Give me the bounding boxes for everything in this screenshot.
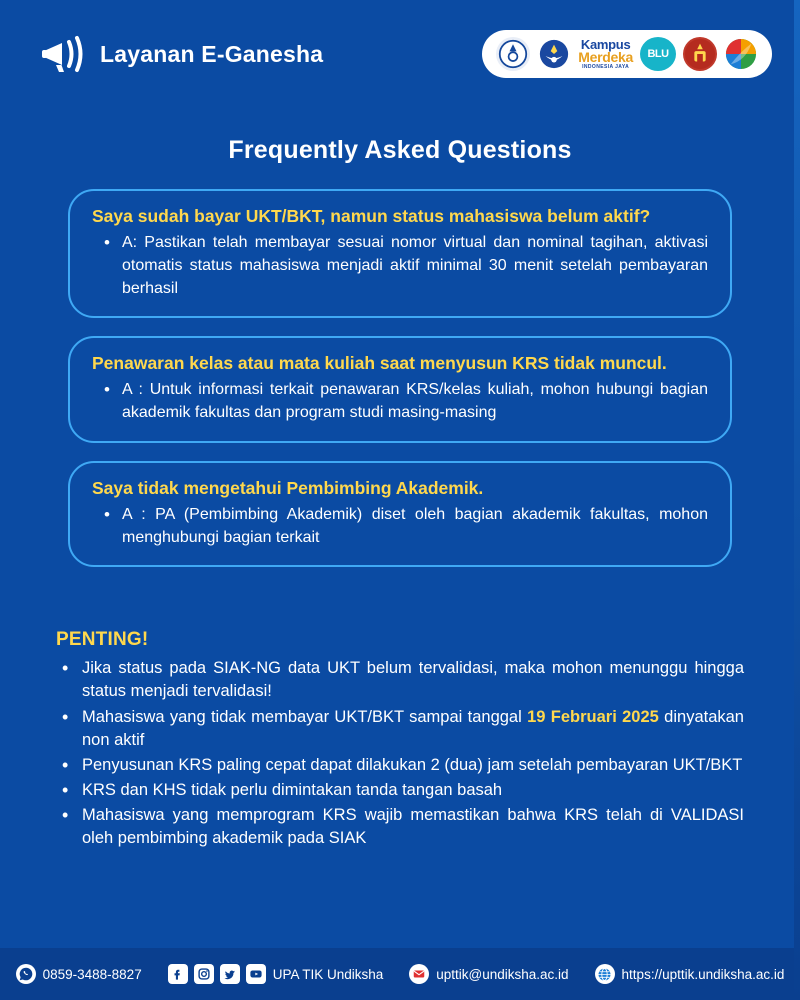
item-text: Mahasiswa yang memprogram KRS wajib memastikan bahwa KRS telah di VALIDASI oleh pembimbing akademik pada SIAK <box>82 805 744 847</box>
footer-social[interactable] <box>168 964 384 984</box>
email-icon <box>409 964 429 984</box>
item-text-post: dinyatakan non aktif <box>82 707 744 749</box>
whatsapp-icon <box>16 964 36 984</box>
social-icons <box>168 964 266 984</box>
youtube-icon[interactable] <box>246 964 266 984</box>
faq-list <box>68 189 732 567</box>
item-highlight: 19 Februari 2025 <box>527 707 659 726</box>
page-title: Frequently Asked Questions <box>228 136 572 164</box>
kampus-merdeka-line3: INDONESIA JAYA <box>582 64 630 70</box>
brand-title: Layanan E-Ganesha <box>100 40 324 67</box>
instagram-icon[interactable] <box>194 964 214 984</box>
facebook-icon[interactable] <box>168 964 188 984</box>
important-title: PENTING! <box>56 629 149 651</box>
item-text: Penyusunan KRS paling cepat dapat dilakukan 2 (dua) jam setelah pembayaran UKT/BKT <box>82 755 743 774</box>
faq-card <box>68 336 732 443</box>
faq-card <box>68 189 732 318</box>
logo-strip <box>482 30 772 78</box>
twitter-icon[interactable] <box>220 964 240 984</box>
footer-email-text: upttik@undiksha.ac.id <box>436 966 569 982</box>
globe-icon <box>595 964 615 984</box>
poster-header <box>0 0 800 108</box>
faq-card <box>68 461 732 568</box>
footer-social-text: UPA TIK Undiksha <box>272 966 384 982</box>
list-item <box>56 706 744 752</box>
important-list <box>56 657 744 850</box>
brand <box>40 34 323 74</box>
footer-phone-text: 0859-3488-8827 <box>42 966 142 982</box>
faq-answer: • A : PA (Pembimbing Akademik) diset oleh bagian akademik fakultas, mohon menghubungi bagian terkait <box>92 504 708 549</box>
list-item <box>56 754 744 777</box>
item-text: Jika status pada SIAK-NG data UKT belum tervalidasi, maka mohon menunggu hingga status menjadi tervalidasi! <box>82 659 744 701</box>
blu-logo: BLU <box>640 37 676 71</box>
list-item <box>56 657 744 703</box>
color-wheel-logo <box>724 37 758 71</box>
item-text: KRS dan KHS tidak perlu dimintakan tanda tangan basah <box>82 780 503 799</box>
undiksha-logo <box>496 37 530 71</box>
megaphone-icon <box>40 34 86 74</box>
kampus-merdeka-logo <box>578 38 633 70</box>
footer-phone[interactable] <box>16 964 142 984</box>
wisata-logo <box>683 37 717 71</box>
poster-footer <box>0 948 800 1000</box>
list-item <box>56 804 744 850</box>
faq-answer: • A: Pastikan telah membayar sesuai nomor virtual dan nominal tagihan, aktivasi otomatis status mahasiswa menjadi aktif minimal 30 menit setelah pembayaran berhasil <box>92 232 708 300</box>
footer-email[interactable] <box>409 964 568 984</box>
faq-question: Penawaran kelas atau mata kuliah saat menyusun KRS tidak muncul. <box>92 353 667 374</box>
important-section <box>56 629 744 852</box>
item-text: Mahasiswa yang tidak membayar UKT/BKT sampai tanggal <box>82 707 528 726</box>
faq-question: Saya tidak mengetahui Pembimbing Akademik. <box>92 477 484 498</box>
right-edge-stripe <box>794 0 800 1000</box>
footer-website[interactable] <box>595 964 785 984</box>
kampus-merdeka-line2: Merdeka <box>578 49 633 65</box>
kemendikbud-tut-wuri-handayani-logo <box>537 37 571 71</box>
faq-question: Saya sudah bayar UKT/BKT, namun status mahasiswa belum aktif? <box>92 206 651 226</box>
list-item <box>56 779 744 802</box>
faq-answer: • A : Untuk informasi terkait penawaran KRS/kelas kuliah, mohon hubungi bagian akademik fakultas dan program studi masing-masing <box>92 379 708 424</box>
kampus-merdeka-line1: Kampus <box>580 37 631 52</box>
footer-website-text: https://upttik.undiksha.ac.id <box>621 966 785 982</box>
